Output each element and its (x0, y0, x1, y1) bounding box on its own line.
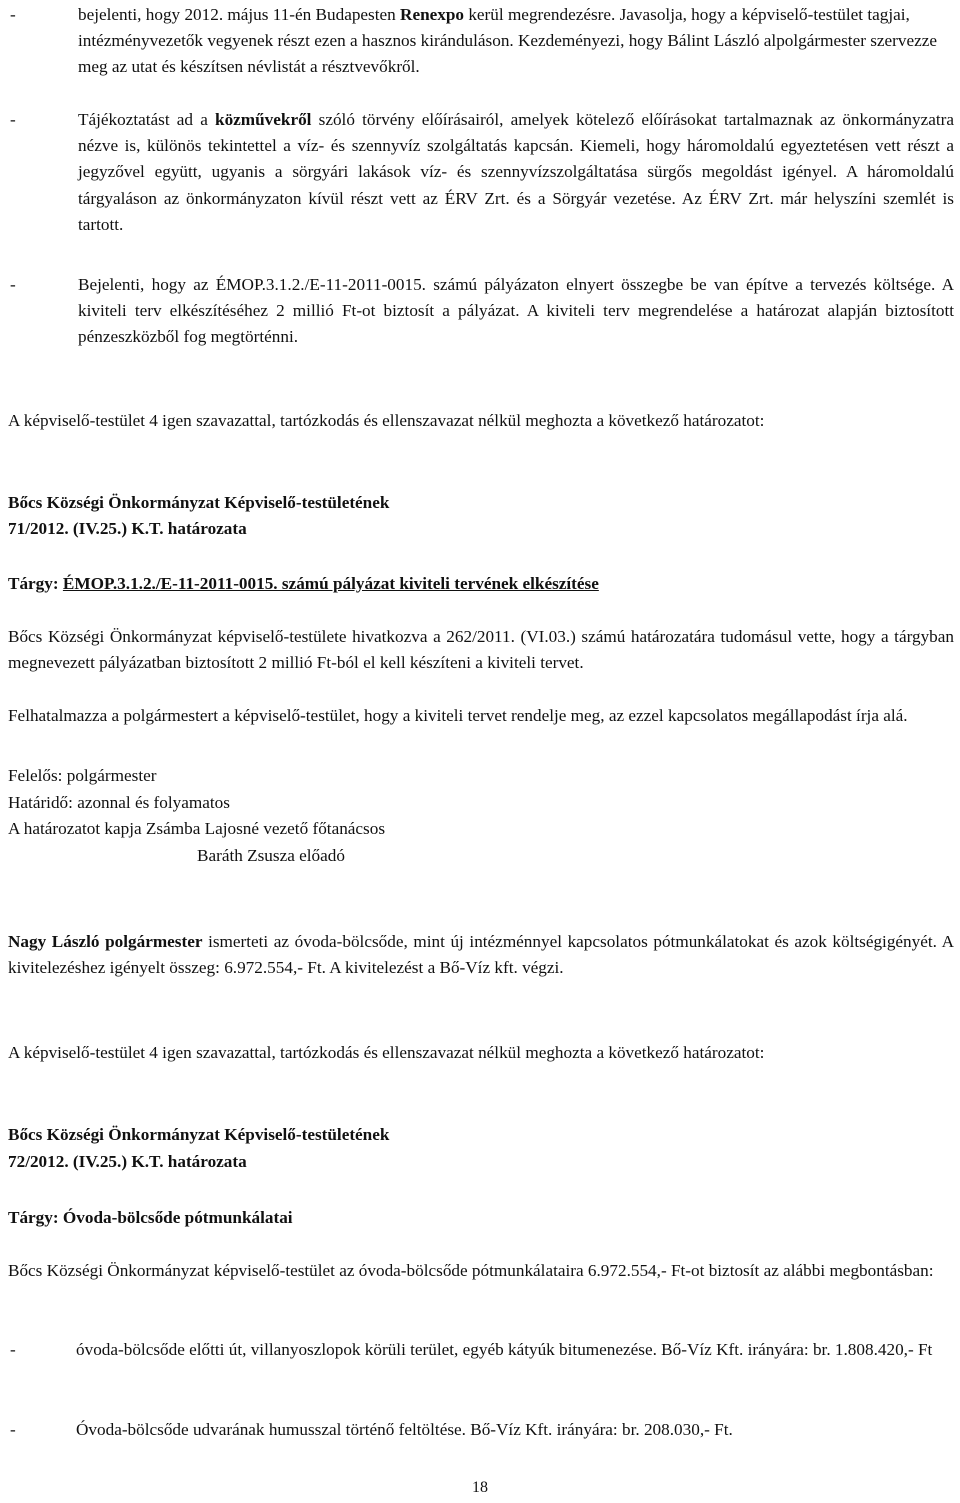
page-number: 18 (472, 1479, 488, 1496)
list-item-text: bejelenti, hogy 2012. május 11-én Budapesten (78, 5, 401, 24)
bold-term-kozmuvek: közművekről (215, 110, 312, 129)
resolution-1-number-text: 71/2012. (IV.25.) K.T. határozata (8, 519, 247, 538)
resolution-1-body-2: Felhatalmazza a polgármestert a képviselő-testület, hogy a kiviteli tervet rendelje meg, az ezzel kapcsolatos megállapodást írja alá. (8, 706, 908, 725)
resolution-1-body-1: Bőcs Községi Önkormányzat képviselő-testülete hivatkozva a 262/2011. (VI.03.) számú határozatára tudomásul vette, hogy a tárgyban megnevezett pályázatban biztosított 2 millió Ft-ból el kell készíteni a kiviteli tervet. (8, 627, 954, 673)
resolution-2-item-2: - Óvoda-bölcsőde udvarának humusszal történő feltöltése. Bő-Víz Kft. irányára: br. 208.030,- Ft. (76, 1417, 954, 1443)
list-item-kozmuvek (78, 107, 954, 238)
bold-term-renexpo: Renexpo (400, 5, 465, 24)
resolution-1-body-name: Bőcs Községi Önkormányzat Képviselő-testületének (8, 493, 390, 512)
list-item-renexpo (78, 2, 954, 81)
subject-label: Tárgy: (8, 574, 63, 593)
mayor-paragraph (8, 929, 954, 981)
resolution-1-number (8, 516, 247, 542)
vote-statement-1: A képviselő-testület 4 igen szavazattal, tartózkodás és ellenszavazat nélkül meghozta a következő határozatot: (8, 411, 765, 430)
resolution-2-body-name: Bőcs Községi Önkormányzat Képviselő-testületének (8, 1125, 390, 1144)
subject-text: ÉMOP.3.1.2./E-11-2011-0015. számú pályázat kiviteli tervének elkészítése (62, 574, 599, 593)
recipients-line-1: A határozatot kapja Zsámba Lajosné vezető főtanácsos (8, 819, 386, 838)
list-item-emop (78, 272, 954, 351)
subject-2-text: Tárgy: Óvoda-bölcsőde pótmunkálatai (8, 1208, 293, 1227)
resolution-2-heading (8, 1122, 389, 1148)
mayor-name: Nagy László polgármester (8, 932, 203, 951)
list-item-text: Tájékoztatást ad a (78, 110, 216, 129)
recipients-line-2: Baráth Zsusza előadó (197, 846, 345, 865)
resolution-2-number (8, 1149, 247, 1175)
responsible-line: Felelős: polgármester (8, 766, 157, 785)
mayor-paragraph-text: ismerteti az óvoda-bölcsőde, mint új intézménnyel kapcsolatos pótmunkálatokat és azok költségigényét. A kivitelezéshez igényelt összeg: 6.972.554,- Ft. A kivitelezést a Bő-Víz kft. végzi. (8, 932, 954, 978)
vote-statement-2: A képviselő-testület 4 igen szavazattal, tartózkodás és ellenszavazat nélkül meghozta a következő határozatot: (8, 1043, 765, 1062)
resolution-1-subject (8, 571, 599, 597)
list-item-text-rest: szóló törvény előírásairól, amelyek kötelező előírásokat tartalmaznak az önkormányzatra nézve is, különös tekintettel a víz- és szennyvíz szolgáltatás kapcsán. Kiemeli, hogy háromoldalú egyeztetésen vett részt a jegyzővel együtt, ugyanis a sörgyári lakások víz- és szennyvízszolgáltatása sürgős megoldást igényel. A háromoldalú tárgyaláson az önkormányzaton kívül részt vett az ÉRV Zrt. és a Sörgyár vezetése. Az ÉRV Zrt. már helyszíni szemlét is tartott. (78, 110, 954, 234)
resolution-2-body: Bőcs Községi Önkormányzat képviselő-testület az óvoda-bölcsőde pótmunkálataira 6.972.554,- Ft-ot biztosít az alábbi megbontásban: (8, 1261, 934, 1280)
resolution-2-item-1: - óvoda-bölcsőde előtti út, villanyoszlopok körüli terület, egyéb kátyúk bitumenezése. Bő-Víz Kft. irányára: br. 1.808.420,- Ft (76, 1337, 954, 1363)
deadline-line: Határidő: azonnal és folyamatos (8, 793, 230, 812)
list-item-text: Bejelenti, hogy az ÉMOP.3.1.2./E-11-2011-0015. számú pályázaton elnyert összegbe be van építve a tervezés költsége. A kiviteli terv elkészítéséhez 2 millió Ft-ot biztosít a pályázat. A kiviteli terv megrendelése a határozat alapján biztosított pénzeszközből fog megtörténni. (78, 275, 954, 347)
resolution-1-heading (8, 490, 389, 516)
resolution-2-number-text: 72/2012. (IV.25.) K.T. határozata (8, 1152, 247, 1171)
resolution-2-subject (8, 1205, 293, 1231)
list-item-text-rest: kerül megrendezésre. Javasolja, hogy a képviselő-testület tagjai, intézményvezetők vegyenek részt ezen a hasznos kiránduláson. Kezdeményezi, hogy Bálint László alpolgármester szervezze meg az utat és készítsen névlistát a résztvevőkről. (78, 5, 938, 77)
